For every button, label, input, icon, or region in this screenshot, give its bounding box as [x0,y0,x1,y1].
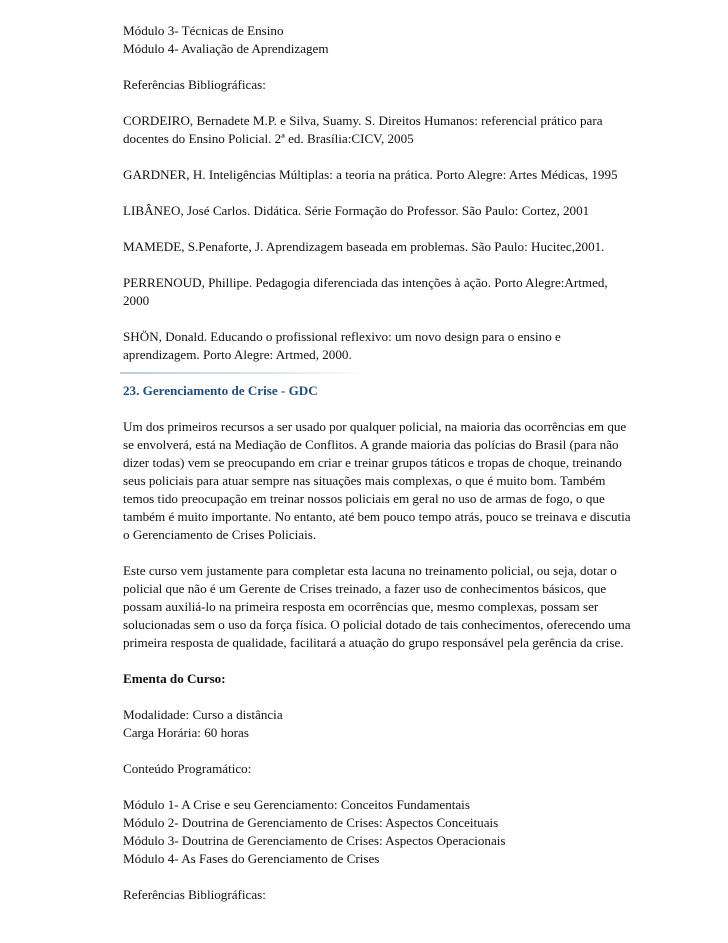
ementa-heading: Ementa do Curso: [123,671,226,686]
module-line: Módulo 4- As Fases do Gerenciamento de Crises [123,851,380,866]
module-line: Módulo 4- Avaliação de Aprendizagem [123,41,329,56]
reference-entry: MAMEDE, S.Penaforte, J. Aprendizagem baseada em problemas. São Paulo: Hucitec,2001. [123,239,605,254]
reference-entry: LIBÂNEO, José Carlos. Didática. Série Formação do Professor. São Paulo: Cortez, 2001 [123,203,590,218]
module-line: Módulo 3- Doutrina de Gerenciamento de Crises: Aspectos Operacionais [123,833,506,848]
reference-entry: GARDNER, H. Inteligências Múltiplas: a teoria na prática. Porto Alegre: Artes Médicas, 1995 [123,167,618,182]
module-line: Módulo 3- Técnicas de Ensino [123,23,284,38]
carga-horaria-line: Carga Horária: 60 horas [123,725,249,740]
reference-entry: CORDEIRO, Bernadete M.P. e Silva, Suamy. S. Direitos Humanos: referencial prático para docentes do Ensino Policial. 2ª ed. Brasília:CICV, 2005 [123,113,603,146]
module-line: Módulo 1- A Crise e seu Gerenciamento: Conceitos Fundamentais [123,797,470,812]
references-heading: Referências Bibliográficas: [123,77,266,92]
body-paragraph: Um dos primeiros recursos a ser usado por qualquer policial, na maioria das ocorrências em que se envolverá, está na Mediação de Conflitos. A grande maioria das polícias do Brasil (para não dizer todas) vem se preocupando em criar e treinar grupos táticos e tropas de choque, treinando seus policiais para atuar sempre nas situações mais complexas, o que é muito bom. Também temos tido preocupação em treinar nossos policiais em geral no uso de armas de fogo, o que também é muito importante. No entanto, até bem pouco tempo atrás, pouco se treinava e discutia o Gerenciamento de Crises Policiais. [123,419,631,542]
reference-entry: PERRENOUD, Phillipe. Pedagogia diferenciada das intenções à ação. Porto Alegre:Artmed, 2000 [123,275,608,308]
body-paragraph: Este curso vem justamente para completar esta lacuna no treinamento policial, ou seja, dotar o policial que não é um Gerente de Crises treinado, a fazer uso de conhecimentos básicos, que possam auxiliá-lo na primeira resposta em ocorrências que, mesmo complexas, possam ser solucionadas sem o uso da força física. O policial dotado de tais conhecimentos, oferecendo uma primeira resposta de qualidade, facilitará a atuação do grupo responsável pela gerência da crise. [123,563,631,650]
document-page [123,22,663,904]
conteudo-heading: Conteúdo Programático: [123,761,252,776]
section-title: 23. Gerenciamento de Crise - GDC [123,383,318,398]
modalidade-line: Modalidade: Curso a distância [123,707,283,722]
section-divider [120,372,370,374]
references-heading: Referências Bibliográficas: [123,887,266,902]
module-line: Módulo 2- Doutrina de Gerenciamento de Crises: Aspectos Conceituais [123,815,499,830]
reference-entry: SHÖN, Donald. Educando o profissional reflexivo: um novo design para o ensino e aprendizagem. Porto Alegre: Artmed, 2000. [123,329,561,362]
